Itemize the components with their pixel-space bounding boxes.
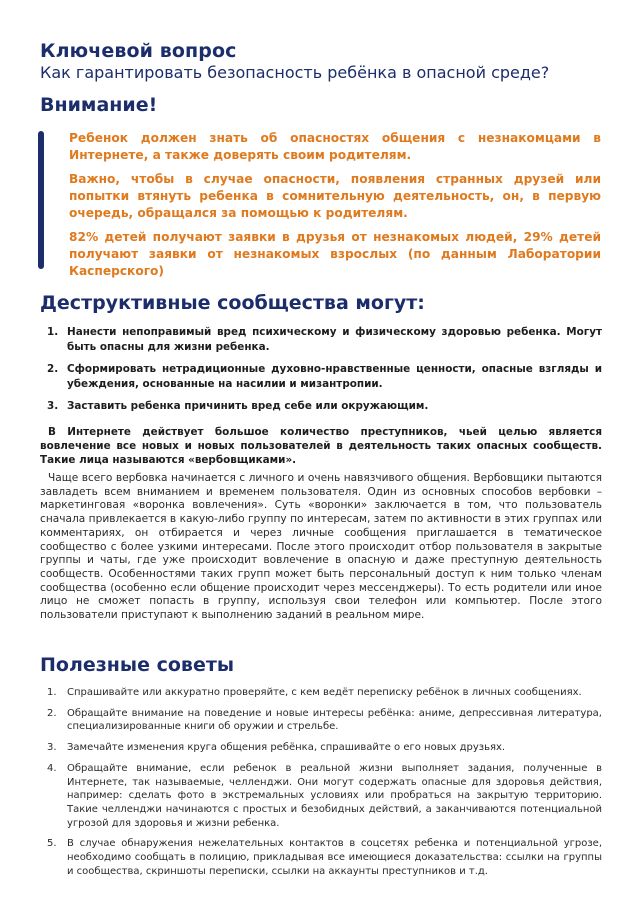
recruitment-intro: В Интернете действует большое количество преступников, чьей целью является вовлечение все новых и новых пользователей в деятельность таких опасных сообществ. Такие лица называются «вербовщиками». — [40, 426, 602, 466]
list-item-text: Сформировать нетрадиционные духовно-нравственные ценности, опасные взгляды и убеждения, основанные на насилии и мизантропии. — [67, 363, 602, 390]
destructive-list — [47, 325, 602, 421]
list-item — [47, 399, 602, 414]
list-item-text: В случае обнаружения нежелательных контактов в соцсетях ребенка и потенциальной угрозе, необходимо сообщать в полицию, прикладывая все имеющиеся доказательства: ссылки на группы и сообщества, скриншоты переписки, ссылки на аккаунты преступников и т.д. — [67, 838, 602, 877]
list-item-number: 2. — [47, 707, 57, 719]
list-item-text: Заставить ребенка причинить вред себе или окружающим. — [67, 400, 429, 412]
key-question-title: Ключевой вопрос — [40, 40, 237, 62]
list-item-number: 2. — [47, 363, 59, 375]
list-item-number: 5. — [47, 838, 57, 850]
attention-paragraph: Ребенок должен знать об опасностях общения с незнакомцами в Интернете, а также доверять своим родителям. — [69, 131, 601, 162]
destructive-title: Деструктивные сообщества могут: — [40, 292, 425, 314]
key-question-text: Как гарантировать безопасность ребёнка в опасной среде? — [40, 63, 550, 82]
list-item-number: 3. — [47, 742, 57, 754]
list-item — [47, 686, 602, 700]
list-item-text: Спрашивайте или аккуратно проверяйте, с кем ведёт переписку ребёнок в личных сообщениях. — [67, 687, 582, 698]
tips-list — [47, 686, 602, 885]
list-item — [47, 325, 602, 355]
recruitment-body: Чаще всего вербовка начинается с личного и очень навязчивого общения. Вербовщики пытаются завладеть всем вниманием и временем пользователя. Один из основных способов вербовки – маркетинговая «воронка вовлечения». Суть «воронки» заключается в том, что пользователь сначала привлекается в какую-либо группу по интересам, затем по активности в этих группах или комментариях, он отбирается и через личные сообщения приглашается в тематическое сообщество с более узкими интересами. После этого происходит отбор пользователя в закрытые группы и чаты, где уже происходит вовлечение в опасную и даже преступную деятельность сообществ. Особенностями таких групп может быть персональный доступ к ним только членам сообщества (особенно если общение происходит через мессенджеры). То есть родители или иное лицо не сможет попасть в группу, используя свои телефон или компьютер. После этого пользователи приступают к выполнению заданий в реальном мире. — [40, 472, 602, 622]
attention-paragraph: Важно, чтобы в случае опасности, появления странных друзей или попытки втянуть ребенка в сомнительную деятельность, он, в первую очередь, обращался за помощью к родителям. — [69, 172, 601, 220]
list-item-number: 1. — [47, 326, 59, 338]
list-item-number: 4. — [47, 762, 57, 774]
list-item — [47, 741, 602, 755]
list-item-text: Обращайте внимание, если ребенок в реальной жизни выполняет задания, полученные в Интернете, так называемые, челленджи. Они могут содержать опасные для здоровья действия, например: сделать фото в экстремальных условиях или пробраться на закрытую территорию. Такие челленджи начинаются с простых и безобидных действий, а заканчиваются потенциальной угрозой для здоровья и жизни ребенка. — [67, 762, 602, 829]
list-item-number: 1. — [47, 687, 57, 698]
list-item-text: Замечайте изменения круга общения ребёнка, спрашивайте о его новых друзьях. — [67, 742, 506, 754]
attention-box — [69, 130, 601, 287]
list-item-number: 3. — [47, 400, 59, 412]
tips-title: Полезные советы — [40, 654, 235, 676]
list-item — [47, 762, 602, 831]
list-item — [47, 837, 602, 878]
list-item-text: Обращайте внимание на поведение и новые интересы ребёнка: аниме, депрессивная литература, специализированные книги об оружии и стрельбе. — [67, 707, 602, 733]
attention-paragraph: 82% детей получают заявки в друзья от незнакомых людей, 29% детей получают заявки от незнакомых взрослых (по данным Лаборатории Касперского) — [69, 230, 601, 278]
list-item-text: Нанести непоправимый вред психическому и физическому здоровью ребенка. Могут быть опасны для жизни ребенка. — [67, 326, 602, 353]
list-item — [47, 362, 602, 392]
list-item — [47, 707, 602, 734]
attention-accent-bar — [38, 131, 44, 269]
attention-title: Внимание! — [40, 94, 158, 116]
